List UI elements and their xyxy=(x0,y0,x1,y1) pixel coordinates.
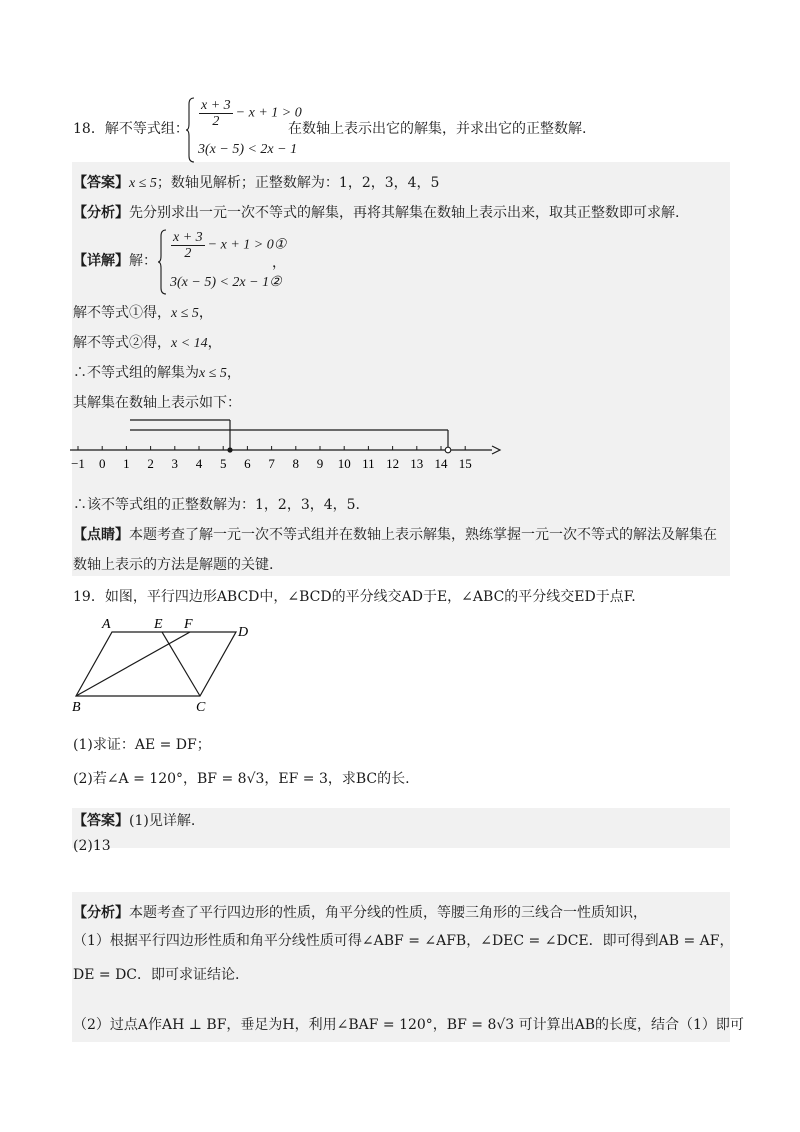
q18-stem-suffix: 在数轴上表示出它的解集，并求出它的正整数解. xyxy=(288,121,587,137)
q19-analysis-line1: 【分析】本题考查了平行四边形的性质，角平分线的性质，等腰三角形的三线合一性质知识， xyxy=(73,905,647,921)
tick-label: 10 xyxy=(337,456,351,471)
q18-analysis-line xyxy=(73,202,679,222)
q18-ineq1-rest: − x + 1 > 0 xyxy=(235,105,302,121)
axis-arrow-icon xyxy=(492,446,500,454)
detail-ineq1-numerator: x + 3 xyxy=(173,230,203,245)
tick-label: 3 xyxy=(171,456,179,471)
detail-tag: 【详解】 xyxy=(73,253,129,269)
q18-ineq2: 3(x − 5) < 2x − 1 xyxy=(198,142,298,157)
answer-text: ；数轴见解析；正整数解为：1，2，3，4，5 xyxy=(156,175,440,191)
parallelogram-abcd xyxy=(76,632,236,696)
q18-detail-label xyxy=(73,250,157,270)
detail-ineq1-rest: − x + 1 > 0① xyxy=(207,237,287,253)
q19-part2: (2)若∠A = 120°，BF = 8√3，EF = 3，求BC的长. xyxy=(73,771,410,787)
answer-math: x ≤ 5 xyxy=(129,176,157,191)
number-line-figure xyxy=(70,412,510,482)
detail-text: 解： xyxy=(129,253,157,269)
tick-label: 7 xyxy=(268,456,275,471)
tick-label: 5 xyxy=(219,456,227,471)
label-b: B xyxy=(72,700,81,714)
q19-part1: (1)求证：AE = DF； xyxy=(73,737,211,753)
q19-answer2: (2)13 xyxy=(73,838,111,854)
q18-ineq1-denominator: 2 xyxy=(212,114,220,129)
q18-step1: 解不等式①得，x ≤ 5， xyxy=(73,305,213,321)
label-f: F xyxy=(184,617,193,632)
detail-ineq2: 3(x − 5) < 2x − 1② xyxy=(170,275,282,290)
q19-analysis-line3: DE = DC．即可求证结论. xyxy=(73,967,240,983)
q18-step3: ∴不等式组的解集为x ≤ 5， xyxy=(73,365,241,381)
tick-label: 2 xyxy=(147,456,154,471)
tick-label: 4 xyxy=(195,456,203,471)
q18-step2: 解不等式②得，x < 14， xyxy=(73,335,222,351)
q19-stem: 19．如图，平行四边形ABCD中，∠BCD的平分线交AD于E，∠ABC的平分线交ED于点F. xyxy=(73,589,636,605)
tick-label: −1 xyxy=(71,456,85,471)
q18-answer-line xyxy=(73,172,439,192)
q19-analysis-line4: （2）过点A作AH ⊥ BF，垂足为H，利用∠BAF = 120°，BF = 8√3 可计算出AB的长度，结合（1）即可 xyxy=(73,1017,744,1033)
tick-label: 9 xyxy=(316,456,324,471)
analysis-tag: 【分析】 xyxy=(73,205,129,221)
left-brace-icon xyxy=(186,96,196,164)
q18-step4: 其解集在数轴上表示如下： xyxy=(73,395,241,411)
q18-stem-prefix: 18．解不等式组： xyxy=(73,121,189,137)
tick-label: 14 xyxy=(434,456,448,471)
q18-comment-line1: 【点睛】本题考查了解一元一次不等式组并在数轴上表示解集，熟练掌握一元一次不等式的解法及解集在 xyxy=(73,527,717,543)
q18-detail-system xyxy=(158,228,288,298)
q18-comment-line2: 数轴上表示的方法是解题的关键. xyxy=(73,557,274,573)
analysis-text: 先分别求出一元一次不等式的解集，再将其解集在数轴上表示出来，取其正整数即可求解. xyxy=(129,205,680,221)
q18-inequality-system xyxy=(186,96,302,166)
detail-ineq1-denominator: 2 xyxy=(184,246,192,261)
tick-label: 0 xyxy=(98,456,106,471)
tick-label: 13 xyxy=(410,456,424,471)
tick-label: 6 xyxy=(244,456,251,471)
label-d: D xyxy=(238,625,249,640)
q18-conclusion: ∴该不等式组的正整数解为：1，2，3，4，5. xyxy=(73,497,360,513)
tick-label: 1 xyxy=(123,456,130,471)
label-c: C xyxy=(196,700,206,714)
left-brace-icon xyxy=(158,228,168,296)
segment-bf xyxy=(76,632,190,696)
q19-analysis-line2: （1）根据平行四边形性质和角平分线性质可得∠ABF = ∠AFB，∠DEC = ∠DCE．即可得到AB = AF， xyxy=(73,933,734,949)
open-point-x14 xyxy=(445,447,451,453)
q18-ineq1-numerator: x + 3 xyxy=(201,98,231,113)
detail-comma: ， xyxy=(272,255,286,271)
segment-ce xyxy=(162,632,200,696)
tick-label: 15 xyxy=(458,456,472,471)
closed-point-x5 xyxy=(227,447,232,452)
label-a: A xyxy=(102,617,111,632)
tick-label: 11 xyxy=(362,456,375,471)
parallelogram-figure xyxy=(72,614,272,714)
tick-label: 12 xyxy=(386,456,400,471)
tick-label: 8 xyxy=(292,456,300,471)
q19-answer1: 【答案】(1)见详解. xyxy=(73,813,196,829)
label-e: E xyxy=(154,617,163,632)
answer-tag: 【答案】 xyxy=(73,175,129,191)
